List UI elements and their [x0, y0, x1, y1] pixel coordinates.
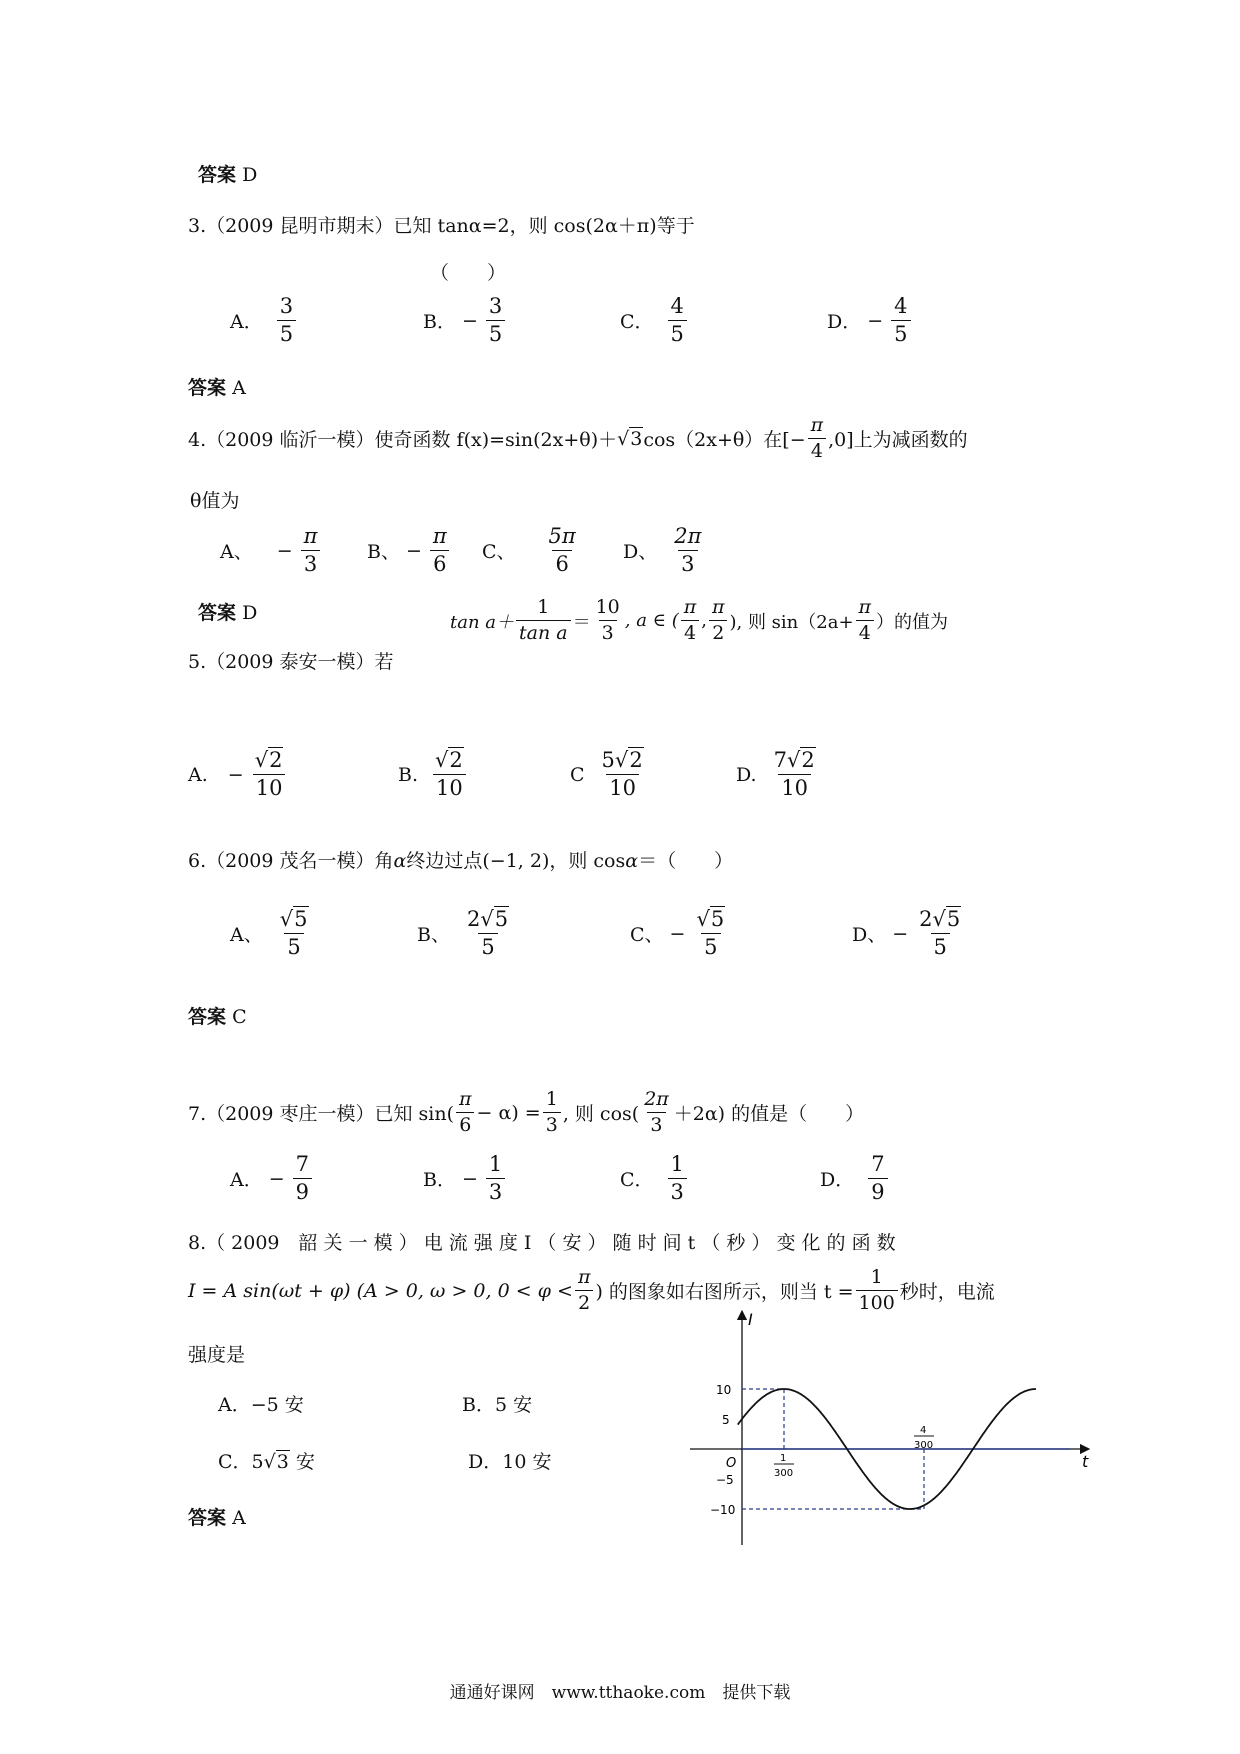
- fraction-numerator: 2π: [674, 524, 702, 548]
- fraction-numerator: 4: [670, 294, 684, 318]
- fraction-numerator: 3: [279, 294, 294, 318]
- x-tick2-denominator: 300: [914, 1440, 934, 1451]
- option-d: [623, 526, 706, 575]
- question-3-options: [230, 296, 930, 358]
- origin-label: O: [726, 1456, 737, 1471]
- sqrt-radicand: 5: [294, 907, 308, 931]
- fraction-denominator: 10: [606, 774, 639, 799]
- option-c: [620, 1154, 689, 1203]
- option-d: [827, 296, 913, 345]
- y-tick-10: 10: [716, 1383, 732, 1397]
- y-tick-minus-10: −10: [710, 1503, 736, 1517]
- option-sign: −: [268, 1167, 285, 1190]
- question-6-part: 6.（2009 茂名一模）角: [188, 850, 394, 872]
- answer-value: D: [242, 164, 258, 186]
- coefficient: 2: [919, 907, 933, 931]
- coefficient: 5: [601, 748, 615, 772]
- fraction-denominator: 5: [701, 933, 720, 958]
- answer-q3: [188, 373, 246, 400]
- answer-q2: [198, 160, 257, 187]
- fraction-denominator: 3: [678, 550, 697, 575]
- option-b: [417, 909, 514, 958]
- answer-value: A: [232, 377, 246, 399]
- option-sign: −: [227, 763, 244, 786]
- formula-part: ）的值为: [876, 611, 949, 633]
- fraction-denominator: 5: [891, 320, 910, 345]
- option-label: C．: [620, 1169, 654, 1191]
- question-4-prefix: 4.（2009 临沂一模）使奇函数 f(x)=sin(2x+θ)＋: [188, 429, 618, 451]
- sqrt: √2: [254, 748, 283, 772]
- question-8-part: 秒时，电流: [899, 1281, 995, 1303]
- formula-part: ＝: [572, 611, 591, 633]
- option-c: [482, 526, 581, 575]
- question-5-formula: [450, 598, 948, 643]
- question-5-options: [188, 750, 888, 816]
- question-4-middle: cos（2x+θ）在[−: [643, 429, 806, 451]
- fraction-denominator: 5: [668, 320, 687, 345]
- sqrt: √2: [786, 748, 815, 772]
- answer-value: D: [242, 602, 258, 624]
- formula-part: tan a＋: [450, 611, 515, 633]
- fraction-denominator: 3: [647, 1112, 665, 1135]
- option-label: D、: [623, 541, 658, 563]
- option-label: A.: [188, 763, 208, 786]
- option-c-part: 安: [295, 1451, 315, 1473]
- sqrt-radicand: 2: [449, 748, 463, 772]
- question-4-suffix: ,0]上为减函数的: [828, 429, 968, 451]
- fraction-numerator: π: [858, 596, 872, 618]
- formula-part: ), 则 sin（2a+: [729, 611, 854, 633]
- fraction-numerator: 1: [670, 1152, 684, 1176]
- fraction-denominator: 3: [599, 620, 617, 643]
- coefficient: 2: [466, 907, 481, 931]
- question-4-line1: [188, 416, 968, 461]
- fraction-denominator: tan a: [516, 620, 571, 643]
- option-a: [188, 750, 288, 799]
- sqrt: √2: [435, 748, 463, 772]
- option-label: B、: [367, 541, 400, 563]
- fraction-denominator: 3: [543, 1112, 561, 1135]
- question-6-options: [230, 909, 990, 975]
- sqrt: √5: [480, 907, 509, 931]
- fraction-numerator: 1: [537, 596, 550, 618]
- current-graph: [680, 1305, 1100, 1555]
- fraction-numerator: 4: [894, 294, 908, 318]
- option-label: B.: [398, 763, 419, 786]
- answer-q4: [198, 598, 257, 625]
- fraction-denominator: 5: [486, 320, 505, 345]
- x-tick1-numerator: 1: [780, 1453, 787, 1464]
- y-tick-5: 5: [722, 1413, 730, 1427]
- question-8-part: ) 的图象如右图所示，则当 t =: [595, 1281, 854, 1303]
- fraction-denominator: 5: [284, 933, 303, 958]
- option-label: D.: [736, 763, 757, 786]
- option-c: [620, 296, 689, 345]
- option-sign: −: [405, 539, 422, 562]
- sqrt-3: √3: [617, 427, 643, 450]
- fraction-denominator: 3: [486, 1178, 505, 1203]
- option-sign: −: [892, 922, 909, 945]
- question-4-options: [220, 526, 920, 588]
- option-b: [423, 296, 507, 345]
- option-label: A．: [230, 311, 263, 333]
- option-b: [398, 750, 469, 799]
- fraction-denominator: 4: [808, 438, 826, 461]
- question-6-part: ＝（ ）: [638, 850, 734, 872]
- formula-part: ,: [701, 610, 707, 631]
- sqrt-radicand: 5: [494, 907, 509, 931]
- sqrt-radicand: 3: [276, 1451, 289, 1473]
- option-c: [630, 909, 730, 958]
- x-tick2-numerator: 4: [920, 1425, 927, 1436]
- answer-label: 答案: [188, 1006, 227, 1028]
- question-4-line2: θ值为: [190, 490, 240, 512]
- question-3-text: 3.（2009 昆明市期末）已知 tanα=2，则 cos(2α＋π)等于: [188, 215, 695, 237]
- option-c: [218, 1447, 315, 1474]
- y-axis-label: I: [748, 1310, 753, 1329]
- x-tick1-denominator: 300: [774, 1468, 794, 1479]
- fraction-numerator: π: [432, 524, 447, 548]
- sqrt: √5: [696, 907, 725, 931]
- answer-label: 答案: [188, 377, 227, 399]
- option-label: B．: [423, 311, 456, 333]
- sqrt-radicand: 2: [269, 748, 283, 772]
- option-label: D、: [852, 924, 887, 946]
- question-7-part: − α) =: [476, 1101, 541, 1124]
- option-a: [230, 909, 314, 958]
- question-6-part: 终边过点(−1, 2)，则 cos: [406, 850, 626, 872]
- fraction-denominator: 10: [433, 774, 466, 799]
- answer-label: 答案: [198, 602, 237, 624]
- fraction-denominator: 6: [430, 550, 449, 575]
- question-8-line3: 强度是: [188, 1344, 246, 1366]
- sqrt: √3: [263, 1451, 289, 1473]
- option-label: A、: [230, 924, 263, 946]
- fraction-numerator: 1: [488, 1152, 503, 1176]
- x-axis-label: t: [1082, 1452, 1089, 1471]
- fraction-denominator: 5: [931, 933, 950, 958]
- question-7-options: [230, 1154, 930, 1216]
- answer-value: A: [232, 1507, 246, 1529]
- fraction-denominator: 3: [301, 550, 320, 575]
- sqrt-radicand: 2: [629, 748, 643, 772]
- sqrt: √5: [279, 907, 308, 931]
- answer-value: C: [232, 1006, 247, 1028]
- option-a: [220, 526, 322, 575]
- option-label: A、: [220, 541, 253, 563]
- option-label: B．: [423, 1169, 456, 1191]
- question-7-part: ＋2α) 的值是（ ）: [673, 1103, 865, 1125]
- question-3-paren: （ ）: [430, 262, 507, 284]
- sqrt: √5: [932, 907, 961, 931]
- answer-label: 答案: [188, 1507, 227, 1529]
- option-c-part: C．5: [218, 1451, 264, 1473]
- fraction-numerator: 3: [488, 294, 503, 318]
- option-label: C、: [482, 541, 516, 563]
- fraction-numerator: 1: [545, 1088, 558, 1110]
- option-sign: −: [669, 922, 686, 945]
- answer-q8: [188, 1503, 246, 1530]
- option-a: [230, 296, 298, 345]
- sqrt-radicand: 3: [630, 427, 643, 450]
- fraction-numerator: π: [459, 1088, 472, 1110]
- question-6-text: [188, 846, 733, 873]
- fraction-denominator: 3: [668, 1178, 687, 1203]
- option-d: D．10 安: [468, 1451, 552, 1473]
- option-a: A．−5 安: [218, 1394, 304, 1416]
- question-8-line1: 8.（ 2009 韶 关 一 模 ） 电 流 强 度 I （ 安 ） 随 时 间 t （ 秒 ） 变 化 的 函 数: [188, 1232, 896, 1254]
- fraction-denominator: 10: [778, 774, 811, 799]
- fraction-denominator: 9: [868, 1178, 887, 1203]
- option-sign: −: [461, 1167, 478, 1190]
- fraction-denominator: 6: [552, 550, 571, 575]
- answer-label: 答案: [198, 164, 237, 186]
- question-7-part: , 则 cos(: [562, 1103, 640, 1125]
- page-footer: 通通好课网 www.tthaoke.com 提供下载: [449, 1683, 791, 1703]
- fraction-denominator: 6: [456, 1112, 474, 1135]
- fraction-denominator: 5: [478, 933, 497, 958]
- option-label: A．: [230, 1169, 263, 1191]
- fraction-denominator: 10: [253, 774, 286, 799]
- fraction-denominator: 5: [277, 320, 296, 345]
- option-b: [367, 526, 452, 575]
- question-7-text: [188, 1090, 864, 1135]
- option-d: [852, 909, 966, 958]
- fraction-numerator: π: [810, 414, 824, 436]
- fraction-numerator: π: [683, 596, 697, 618]
- fraction-numerator: 2π: [644, 1088, 669, 1110]
- fraction-numerator: 5π: [548, 524, 576, 548]
- sqrt-radicand: 5: [946, 907, 961, 931]
- option-label: D．: [827, 311, 862, 333]
- option-sign: −: [867, 309, 884, 332]
- option-label: D．: [820, 1169, 855, 1191]
- question-7-part: 7.（2009 枣庄一模）已知 sin(: [188, 1103, 455, 1125]
- sqrt: √2: [614, 748, 643, 772]
- fraction-denominator: 4: [681, 620, 699, 643]
- fraction-denominator: 2: [709, 620, 727, 643]
- option-label: B、: [417, 924, 450, 946]
- sqrt-radicand: 5: [710, 907, 725, 931]
- sqrt-radicand: 2: [801, 748, 815, 772]
- option-label: C．: [620, 311, 654, 333]
- fraction-denominator: 4: [856, 620, 874, 643]
- option-d: [820, 1154, 890, 1203]
- option-b: B．5 安: [462, 1394, 533, 1416]
- option-a: [230, 1154, 314, 1203]
- question-5-text: 5.（2009 泰安一模）若: [188, 651, 394, 673]
- option-d: [736, 750, 821, 799]
- y-tick-minus-5: −5: [716, 1473, 734, 1487]
- option-label: C、: [630, 924, 664, 946]
- answer-q6: [188, 1002, 247, 1029]
- option-c: [570, 750, 649, 799]
- fraction-denominator: 9: [293, 1178, 312, 1203]
- fraction-numerator: π: [577, 1266, 591, 1288]
- fraction-numerator: π: [303, 524, 318, 548]
- fraction-denominator: 100: [856, 1290, 898, 1313]
- fraction-numerator: 7: [871, 1152, 885, 1176]
- fraction-numerator: 7: [295, 1152, 310, 1176]
- formula-part: , a ∈ (: [624, 610, 679, 631]
- option-b: [423, 1154, 507, 1203]
- question-8-formula: I = A sin(ωt + φ) (A > 0, ω > 0, 0 < φ <: [188, 1279, 573, 1302]
- fraction-numerator: 10: [595, 596, 620, 618]
- fraction-numerator: 1: [870, 1266, 883, 1288]
- alpha-symbol: α: [393, 850, 407, 872]
- fraction-denominator: 2: [575, 1290, 593, 1313]
- option-sign: −: [461, 309, 478, 332]
- coefficient: 7: [773, 748, 787, 772]
- fraction-numerator: π: [711, 596, 725, 618]
- option-label: C: [570, 763, 585, 786]
- alpha-symbol: α: [625, 850, 639, 872]
- option-sign: −: [276, 539, 293, 562]
